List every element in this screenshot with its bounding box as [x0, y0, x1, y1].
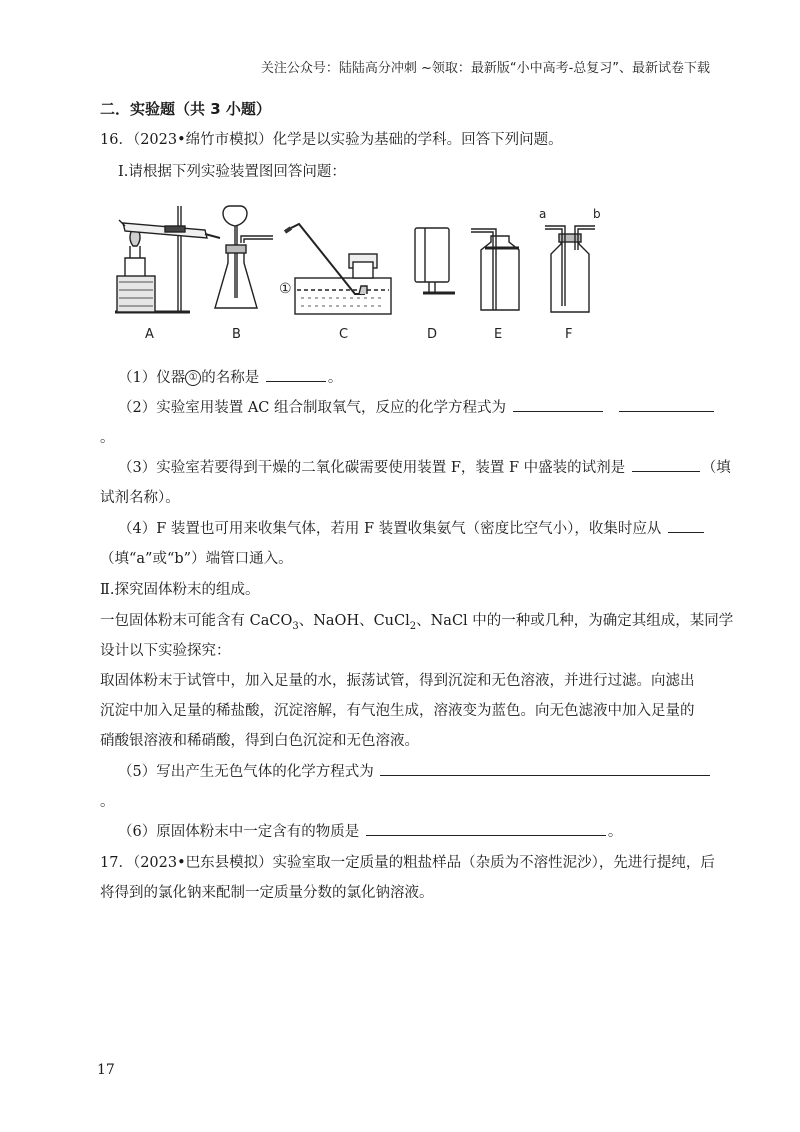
sub-question-4-cont: （填“a”或“b”）端管口通入。	[100, 551, 293, 567]
port-a-label: a	[539, 207, 547, 221]
apparatus-d	[415, 228, 455, 293]
paragraph-2-line-3: 硝酸银溶液和稀硝酸，得到白色沉淀和无色溶液。	[100, 733, 419, 749]
sub-question-2: （2）实验室用装置 AC 组合制取氧气，反应的化学方程式为	[118, 396, 716, 417]
apparatus-b	[215, 206, 273, 308]
label-f: F	[565, 327, 573, 342]
sub-question-3: （3）实验室若要得到干燥的二氧化碳需要使用装置 F，装置 F 中盛装的试剂是 （填	[118, 456, 731, 477]
page-number: 17	[97, 1062, 115, 1078]
paragraph-1-line-1: 一包固体粉末可能含有 CaCO$_3$、NaOH、CuCl$_2$、NaCl 中的一种或几种，为确定其组成，某同学	[100, 613, 734, 632]
answer-blank-4[interactable]	[668, 518, 704, 533]
sub-question-5-end: 。	[100, 794, 115, 810]
question-17-line-1: 17．（2023•巴东县模拟）实验室取一定质量的粗盐样品（杂质为不溶性泥沙），先进行提纯，后	[100, 855, 715, 871]
answer-blank-2a[interactable]	[513, 397, 603, 412]
apparatus-figure	[105, 198, 625, 348]
paragraph-2-line-2: 沉淀中加入足量的稀盐酸，沉淀溶解，有气泡生成，溶液变为蓝色。向无色滤液中加入足量的	[100, 703, 695, 719]
answer-blank-3[interactable]	[632, 457, 700, 472]
part-1-heading: Ⅰ.请根据下列实验装置图回答问题：	[118, 164, 346, 180]
label-b: B	[232, 327, 241, 342]
sub-question-5: （5）写出产生无色气体的化学方程式为	[118, 760, 712, 781]
apparatus-a	[115, 206, 220, 312]
label-a: A	[145, 327, 154, 342]
sub-question-2-end: 。	[100, 430, 115, 446]
sub-question-1: （1）仪器 ① 的名称是 。	[118, 366, 342, 387]
label-d: D	[427, 327, 438, 342]
paragraph-1-line-2: 设计以下实验探究：	[100, 643, 231, 659]
answer-blank-2b[interactable]	[619, 397, 714, 412]
paragraph-2-line-1: 取固体粉末于试管中，加入足量的水，振荡试管，得到沉淀和无色溶液，并进行过滤。向滤出	[100, 673, 695, 689]
part-2-heading: Ⅱ.探究固体粉末的组成。	[100, 582, 260, 598]
apparatus-c	[285, 224, 391, 314]
circled-one-label: ①	[279, 281, 292, 297]
port-b-label: b	[593, 207, 601, 221]
label-c: C	[339, 327, 349, 342]
header-note: 关注公众号：陆陆高分冲刺 ~领取：最新版“小中高考-总复习”、最新试卷下载	[260, 61, 710, 76]
apparatus-f	[545, 226, 595, 312]
question-17-line-2: 将得到的氯化钠来配制一定质量分数的氯化钠溶液。	[100, 885, 434, 901]
question-16-intro: 16．（2023•绵竹市模拟）化学是以实验为基础的学科。回答下列问题。	[100, 132, 563, 148]
sub-question-3-cont: 试剂名称）。	[100, 490, 180, 506]
label-e: E	[494, 327, 503, 342]
sub-question-6: （6）原固体粉末中一定含有的物质是 。	[118, 820, 622, 841]
answer-blank-1[interactable]	[266, 367, 326, 382]
circled-one-inline: ①	[185, 370, 201, 386]
answer-blank-5[interactable]	[380, 761, 710, 776]
apparatus-e	[471, 229, 519, 310]
answer-blank-6[interactable]	[366, 821, 606, 836]
sub-question-4: （4）F 装置也可用来收集气体，若用 F 装置收集氨气（密度比空气小），收集时应从	[118, 517, 706, 538]
section-title: 二．实验题（共 3 小题）	[100, 100, 271, 118]
